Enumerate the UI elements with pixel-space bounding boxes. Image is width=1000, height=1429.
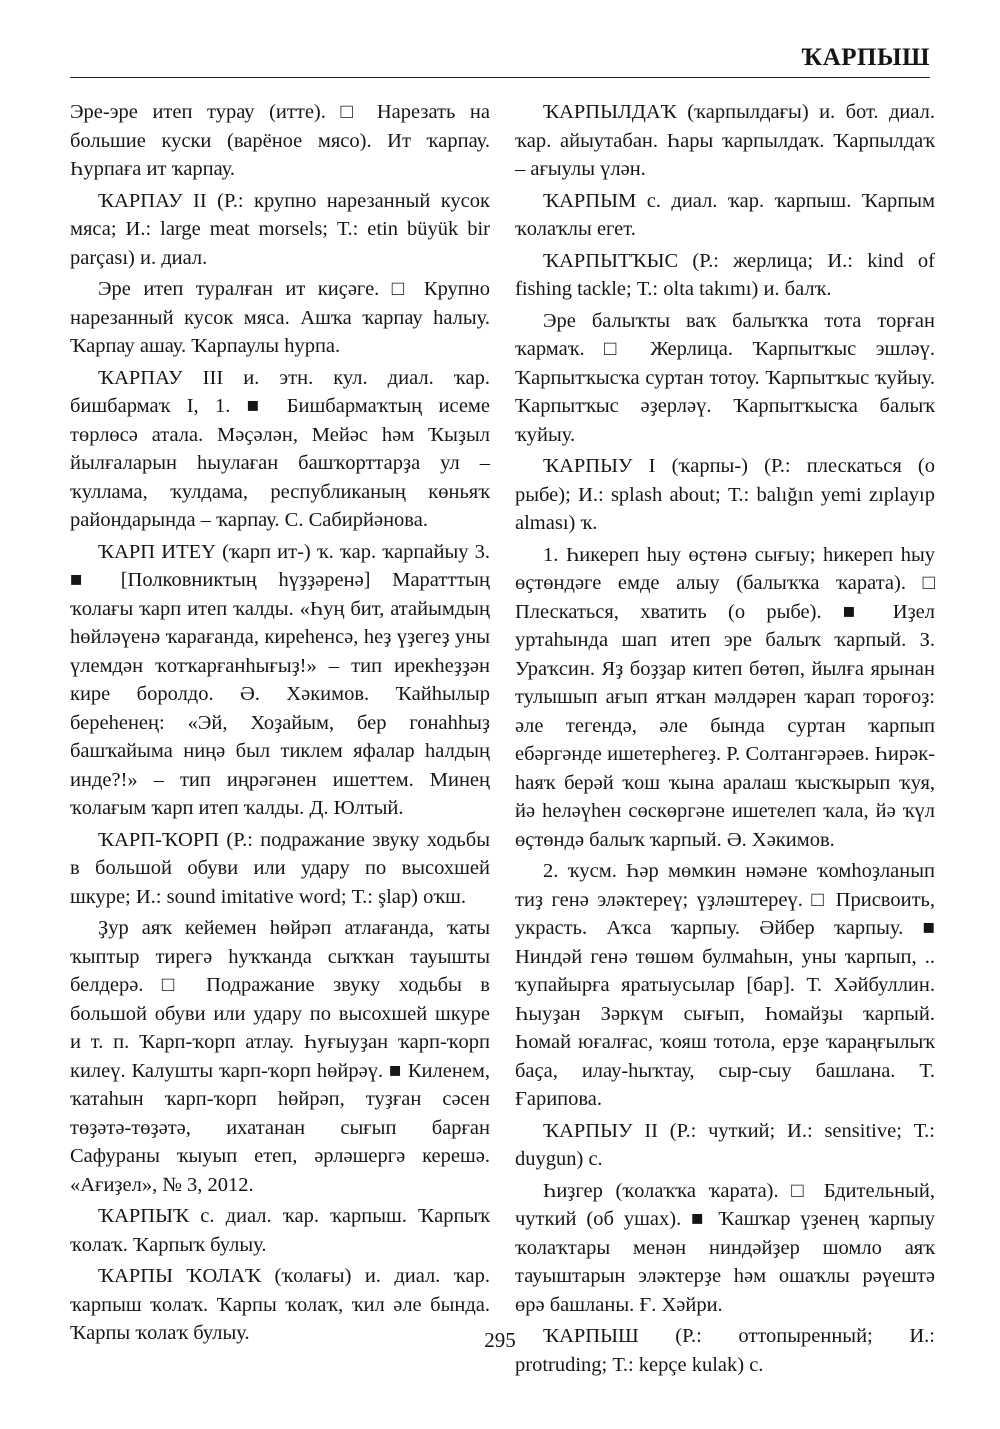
entry-text: 2. ҡусм. Һәр мөмкин нәмәне ҡомһоҙланып тиҙ генә эләктереү; үҙләштереү. □ Присвоить, украсть. Аҡса ҡарпыу. Әйбер ҡарпыу. ■ Ниндәй генә төшөм булмаһын, уны ҡарпып, .. ҡупайырға яратыусылар [бар]. Т. Хәйбуллин. Һыуҙан Зәркүм сығып, Һомайҙы ҡарпый. Һомай юғалғас, ҡояш тотола, ерҙе ҡараңғылыҡ баҫа, илау-һыҡтау, сыр-сыу башлана. Т. Ғарипова. xyxy=(515,860,935,1110)
entry-text: ҠАРПЫЛДАҠ (ҡарпылдағы) и. бот. диал. ҡар. айыутабан. Һары ҡарпылдаҡ. Ҡарпылдаҡ – ағыулы үлән. xyxy=(515,101,935,180)
dictionary-entry xyxy=(515,247,935,304)
entry-text: Эре-эре итеп турау (итте). □ Нарезать на большие куски (варёное мясо). Ит ҡарпау. Һурпаға ит ҡарпау. xyxy=(70,101,490,180)
left-column xyxy=(70,98,490,1351)
right-column xyxy=(515,98,935,1382)
dictionary-entry xyxy=(70,826,490,912)
dictionary-entry xyxy=(70,364,490,535)
page-number: 295 xyxy=(484,1328,516,1352)
entry-text: ҠАРПЫТҠЫС (Р.: жерлица; И.: kind of fishing tackle; Т.: olta takımı) и. балҡ. xyxy=(515,249,935,300)
entry-paragraph xyxy=(70,914,490,1199)
entry-text: ҠАРПЫШ (Р.: оттопыренный; И.: protruding; Т.: kepçe kulak) с. xyxy=(515,1325,935,1376)
entry-paragraph xyxy=(515,541,935,855)
entry-text: ҠАРПЫМ с. диал. ҡар. ҡарпыш. Ҡарпым ҡолаҡлы егет. xyxy=(515,189,935,240)
entry-text: Ҙур аяҡ кейемен һөйрәп атлағанда, ҡаты ҡыптыр тирегә һуҡҡанда сыҡҡан тауышты белдерә. □ Подражание звуку ходьбы в большой обуви или удару по высохшей шкуре и т. п. Ҡарп-ҡорп атлау. Һуғыуҙан ҡарп-ҡорп килеү. Калушты ҡарп-ҡорп һөйрәү. ■ Киленем, ҡатаһын ҡарп-ҡорп һөйрәп, туҙған сәсен төҙәтә-төҙәтә, ихатанан сығып барған Сафураны ҡыуып етеп, әрләшергә керешә. «Ағиҙел», № 3, 2012. xyxy=(70,917,490,1196)
entry-text: ҠАРПАУ II (Р.: крупно нарезанный кусок мяса; И.: large meat morsels; Т.: etin büyük bir parçası) и. диал. xyxy=(70,189,490,269)
entry-text: ҠАРПАУ III и. этн. кул. диал. ҡар. бишбармаҡ I, 1. ■ Бишбармаҡтың исеме төрлөсә атала. Мәҫәлән, Мейәс һәм Ҡыҙыл йылғаларын һыулаған башҡорттарҙа ул – ҡуллама, ҡулдама, республиканың көньяҡ райондарында – ҡарпау. С. Сабирйәнова. xyxy=(70,366,490,531)
entry-paragraph xyxy=(70,275,490,361)
dictionary-entry xyxy=(515,98,935,184)
dictionary-entry xyxy=(70,1202,490,1259)
entry-text: Эре итеп туралған ит киҫәге. □ Крупно нарезанный кусок мяса. Ашҡа ҡарпау һалыу. Ҡарпау ашау. Ҡарпаулы һурпа. xyxy=(70,278,490,357)
dictionary-entry xyxy=(515,452,935,538)
running-head: ҠАРПЫШ xyxy=(801,44,930,71)
entry-paragraph xyxy=(515,857,935,1114)
entry-text: ҠАРПЫҠ с. диал. ҡар. ҡарпыш. Ҡарпыҡ ҡолаҡ. Ҡарпыҡ булыу. xyxy=(70,1205,490,1256)
header-rule xyxy=(70,77,930,78)
entry-text: ҠАРП ИТЕҮ (ҡарп ит-) ҡ. ҡар. ҡарпайыу 3. ■ [Полковниктың һүҙҙәренә] Маратттың ҡолағы ҡарп итеп ҡалды. «Һуң бит, атайымдың һөйләүенә ҡарағанда, киреһенсә, һеҙ үҙегеҙ уны үлемдән ҡотҡарғанһығыҙ!» – тип ирекһеҙҙән кире боролдо. Ә. Хәкимов. Ҡайһылыр береһенең: «Эй, Хоҙайым, бер гонаһһыҙ башҡайыма ниңә был тиклем яфалар һалдың инде?!» – тип иңрәгәнен ишеттем. Минең ҡолағым ҡарп итеп ҡалды. Д. Юлтый. xyxy=(70,540,490,819)
entry-text: Эре балыҡты ваҡ балыҡҡа тота торған ҡармаҡ. □ Жерлица. Ҡарпытҡыс эшләү. Ҡарпытҡысҡа суртан тотоу. Ҡарпытҡыс ҡуйыу. Ҡарпытҡыс әҙерләү. Ҡарпытҡысҡа балыҡ ҡуйыу. xyxy=(515,309,935,446)
entry-text: ҠАРП-ҠОРП (Р.: подражание звуку ходьбы в большой обуви или удару по высохшей шкуре; И.: sound imitative word; Т.: şlap) оҡш. xyxy=(70,828,490,908)
entry-text: ҠАРПЫУ II (Р.: чуткий; И.: sensitive; Т.: duygun) с. xyxy=(515,1119,935,1170)
entry-paragraph xyxy=(515,1177,935,1320)
entry-text: Һиҙгер (ҡолаҡҡа ҡарата). □ Бдительный, чуткий (об ушах). ■ Ҡашҡар үҙенең ҡарпыу ҡолаҡтары менән ниндәйҙер шомло аяҡ тауыштарын эләктерҙе һәм ошаҡлы рәүештә өрә башланы. Ғ. Хәйри. xyxy=(515,1179,935,1316)
entry-paragraph xyxy=(70,98,490,184)
dictionary-entry xyxy=(70,538,490,823)
entry-text: ҠАРПЫУ I (ҡарпы-) (Р.: плескаться (о рыбе); И.: splash about; Т.: balığın yemi zıplayıp alması) ҡ. xyxy=(515,455,935,534)
entry-paragraph xyxy=(515,307,935,450)
entry-text: 1. Һикереп һыу өҫтөнә сығыу; һикереп һыу өҫтөндәге емде алыу (балыҡҡа ҡарата). □ Плескаться, хватить (о рыбе). ■ Иҙел уртаһында шап итеп эре балыҡ ҡарпый. З. Ураҡсин. Яҙ боҙҙар китеп бөтөп, йылға ярынан тулышып ағып ятҡан мәлдәрен ҡарап тороғоҙ: әле тегендә, әле бында суртан ҡарпып ебәргәнде ишетерһегеҙ. Р. Солтангәрәев. Һирәк-һаяҡ берәй ҡош ҡына аралаш ҡысҡырып ҡуя, йә һеләүһен сөскөргәне ишетелеп ҡала, йә ҡүл өҫтөндә балыҡ ҡарпый. Ә. Хәкимов. xyxy=(515,543,935,851)
dictionary-entry xyxy=(70,187,490,273)
dictionary-entry xyxy=(515,1117,935,1174)
entry-text: ҠАРПЫ ҠОЛАҠ (ҡолағы) и. диал. ҡар. ҡарпыш ҡолаҡ. Ҡарпы ҡолаҡ, ҡил әле бында. Ҡарпы ҡолаҡ булыу. xyxy=(70,1265,490,1344)
dictionary-entry xyxy=(515,187,935,244)
